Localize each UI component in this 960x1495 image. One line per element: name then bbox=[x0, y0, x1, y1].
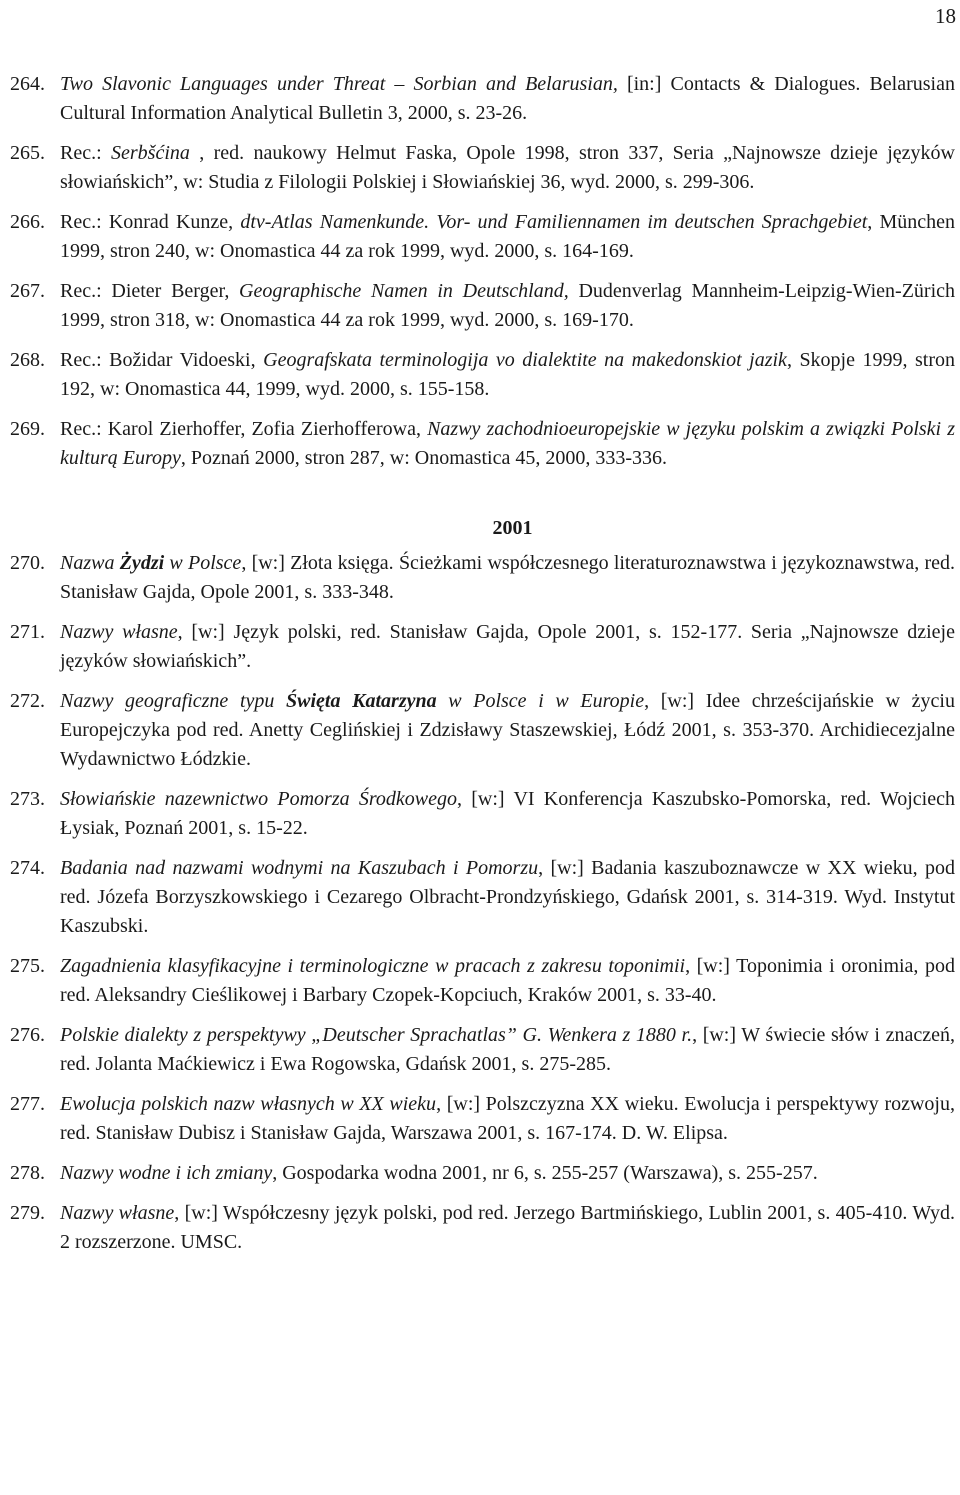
entry-title-italic: Nazwy wodne i ich zmiany bbox=[60, 1162, 273, 1184]
entry-number: 279. bbox=[10, 1202, 45, 1224]
entry-title-italic: Nazwy geograficzne typu bbox=[60, 690, 287, 712]
entry-text bbox=[60, 952, 955, 1010]
bibliography-entry bbox=[10, 1159, 955, 1188]
entry-title-italic: Nazwy zachodnioeuropejskie w języku polskim a związki Polski z kulturą Europy bbox=[60, 418, 955, 469]
entry-number: 269. bbox=[10, 418, 45, 440]
entry-text bbox=[60, 1199, 955, 1257]
page-number: 18 bbox=[935, 4, 956, 28]
entry-text-segment: Dudenverlag Mannheim-Leipzig-Wien-Zürich 1999, stron 318, w: Onomastica 44 za rok 1999, wyd. 2000, s. 169-170. bbox=[60, 280, 956, 331]
entry-title-italic: w Polsce bbox=[164, 552, 242, 574]
entry-text bbox=[60, 1090, 955, 1148]
entry-text bbox=[60, 687, 955, 774]
entry-title-italic: Geografskata terminologija vo dialektite na makedonskiot jazik bbox=[263, 349, 787, 371]
entry-title-italic: Nazwa bbox=[60, 552, 120, 574]
bibliography-entry bbox=[10, 1021, 955, 1079]
bibliography-entry bbox=[10, 687, 955, 774]
bibliography-entry bbox=[10, 1199, 955, 1257]
entry-title-italic: Zagadnienia klasyfikacyjne i terminologiczne w pracach z zakresu toponimii bbox=[60, 955, 686, 977]
bibliography-entry bbox=[10, 952, 955, 1010]
entry-title-italic: Słowiańskie nazewnictwo Pomorza Środkowego bbox=[60, 788, 457, 810]
entry-title-italic: Geographische Namen in Deutschland, bbox=[239, 280, 569, 302]
section-heading-2001: 2001 bbox=[492, 517, 533, 539]
entry-title-italic: dtv-Atlas Namenkunde. Vor- und Familiennamen im deutschen Sprachgebiet bbox=[240, 211, 868, 233]
entry-text bbox=[60, 208, 955, 266]
entry-title-italic: Polskie dialekty z perspektywy „Deutscher Sprachatlas” G. Wenkera z 1880 r. bbox=[60, 1024, 693, 1046]
entry-number: 275. bbox=[10, 955, 45, 977]
entry-text bbox=[60, 415, 955, 473]
entry-text-segment: , [w:] Idee chrześcijańskie w życiu Europejczyka pod red. Anetty Ceglińskiej i Zdzisławy Staszewskiej, Łódź 2001, s. 353-370. Archidiecezjalne Wydawnictwo Łódzkie. bbox=[60, 690, 955, 770]
entry-number: 267. bbox=[10, 280, 45, 302]
entry-number: 277. bbox=[10, 1093, 45, 1115]
entry-text-segment: Rec.: bbox=[60, 142, 111, 164]
entry-title-italic: Nazwy własne bbox=[60, 621, 178, 643]
bibliography-entry bbox=[10, 415, 955, 473]
entry-title-italic: Ewolucja polskich nazw własnych w XX wieku bbox=[60, 1093, 437, 1115]
entry-number: 268. bbox=[10, 349, 45, 371]
entry-text bbox=[60, 854, 955, 941]
bibliography-entry bbox=[10, 346, 955, 404]
entry-text-segment: Rec.: Konrad Kunze, bbox=[60, 211, 241, 233]
bibliography-entry bbox=[10, 854, 955, 941]
bibliography-entry bbox=[10, 618, 955, 676]
bibliography-entry bbox=[10, 277, 955, 335]
entry-text bbox=[60, 549, 955, 607]
entry-number: 276. bbox=[10, 1024, 45, 1046]
entry-text-segment: , [w:] Współczesny język polski, pod red. Jerzego Bartmińskiego, Lublin 2001, s. 405-410. Wyd. 2 rozszerzone. UMSC. bbox=[60, 1202, 955, 1253]
entry-text-segment: , Skopje 1999, stron 192, w: Onomastica 44, 1999, wyd. 2000, s. 155-158. bbox=[60, 349, 955, 400]
entry-title-bold-italic: Żydzi bbox=[119, 552, 165, 574]
entry-text bbox=[60, 346, 955, 404]
entry-title-italic: Badania nad nazwami wodnymi na Kaszubach i Pomorzu bbox=[60, 857, 539, 879]
entry-text-segment: Rec.: Dieter Berger, bbox=[60, 280, 240, 302]
bibliography-entry bbox=[10, 785, 955, 843]
entry-number: 273. bbox=[10, 788, 45, 810]
entry-text-segment: Rec.: Božidar Vidoeski, bbox=[60, 349, 264, 371]
entry-title-italic: Serbšćina bbox=[111, 142, 190, 164]
entry-text-segment: [in:] Contacts & Dialogues. Belarusian Cultural Information Analytical Bulletin 3, 2000, s. 23-26. bbox=[60, 73, 955, 124]
entry-number: 278. bbox=[10, 1162, 45, 1184]
entry-text-segment: , [w:] Złota księga. Ścieżkami współczesnego literaturoznawstwa i językoznawstwa, red. Stanisław Gajda, Opole 2001, s. 333-348. bbox=[60, 552, 955, 603]
entry-number: 265. bbox=[10, 142, 45, 164]
entry-text bbox=[60, 1021, 955, 1079]
bibliography-entry bbox=[10, 1090, 955, 1148]
entry-text-segment: , red. naukowy Helmut Faska, Opole 1998, stron 337, Seria „Najnowsze dzieje języków słowiańskich”, w: Studia z Filologii Polskiej i Słowiańskiej 36, wyd. 2000, s. 299-306. bbox=[60, 142, 955, 193]
entry-text bbox=[60, 70, 955, 128]
entry-text-segment: , [w:] Język polski, red. Stanisław Gajda, Opole 2001, s. 152-177. Seria „Najnowsze dzieje języków słowiańskich”. bbox=[60, 621, 955, 672]
entry-text-segment: , München 1999, stron 240, w: Onomastica 44 za rok 1999, wyd. 2000, s. 164-169. bbox=[60, 211, 955, 262]
entry-text bbox=[60, 139, 955, 197]
bibliography-entry bbox=[10, 139, 955, 197]
bibliography-entry bbox=[10, 208, 955, 266]
entry-text-segment: , [w:] W świecie słów i znaczeń, red. Jolanta Maćkiewicz i Ewa Rogowska, Gdańsk 2001, s. 275-285. bbox=[60, 1024, 955, 1075]
bibliography-list bbox=[10, 70, 955, 1268]
entry-text-segment: , Gospodarka wodna 2001, nr 6, s. 255-257 (Warszawa), s. 255-257. bbox=[272, 1162, 818, 1184]
entry-title-italic: Nazwy własne bbox=[60, 1202, 175, 1224]
entry-number: 266. bbox=[10, 211, 45, 233]
entry-text-segment: Rec.: Karol Zierhoffer, Zofia Zierhofferowa, bbox=[60, 418, 428, 440]
entry-text bbox=[60, 618, 955, 676]
bibliography-entry bbox=[10, 549, 955, 607]
entry-number: 270. bbox=[10, 552, 45, 574]
entry-text-segment: , [w:] Polszczyzna XX wieku. Ewolucja i perspektywy rozwoju, red. Stanisław Dubisz i Stanisław Gajda, Warszawa 2001, s. 167-174. D. W. Elipsa. bbox=[60, 1093, 955, 1144]
entry-number: 264. bbox=[10, 73, 45, 95]
entry-text bbox=[60, 785, 955, 843]
entry-number: 271. bbox=[10, 621, 45, 643]
entry-title-bold-italic: Święta Katarzyna bbox=[286, 690, 437, 712]
entry-title-italic: Two Slavonic Languages under Threat – Sorbian and Belarusian, bbox=[60, 73, 618, 95]
entry-text-segment: , [w:] VI Konferencja Kaszubsko-Pomorska, red. Wojciech Łysiak, Poznań 2001, s. 15-22. bbox=[60, 788, 955, 839]
entry-text bbox=[60, 277, 955, 335]
entry-text-segment: , Poznań 2000, stron 287, w: Onomastica 45, 2000, 333-336. bbox=[180, 447, 667, 469]
entry-number: 274. bbox=[10, 857, 45, 879]
entry-text bbox=[60, 1159, 955, 1188]
bibliography-entry bbox=[10, 70, 955, 128]
entry-number: 272. bbox=[10, 690, 45, 712]
entry-text-segment: , [w:] Badania kaszuboznawcze w XX wieku, pod red. Józefa Borzyszkowskiego i Cezarego Olbracht-Prondzyńskiego, Gdańsk 2001, s. 314-319. Wyd. Instytut Kaszubski. bbox=[60, 857, 955, 937]
entry-text-segment: , [w:] Toponimia i oronimia, pod red. Aleksandry Cieślikowej i Barbary Czopek-Kopciuch, Kraków 2001, s. 33-40. bbox=[60, 955, 956, 1006]
entry-title-italic: w Polsce i w Europie bbox=[436, 690, 645, 712]
